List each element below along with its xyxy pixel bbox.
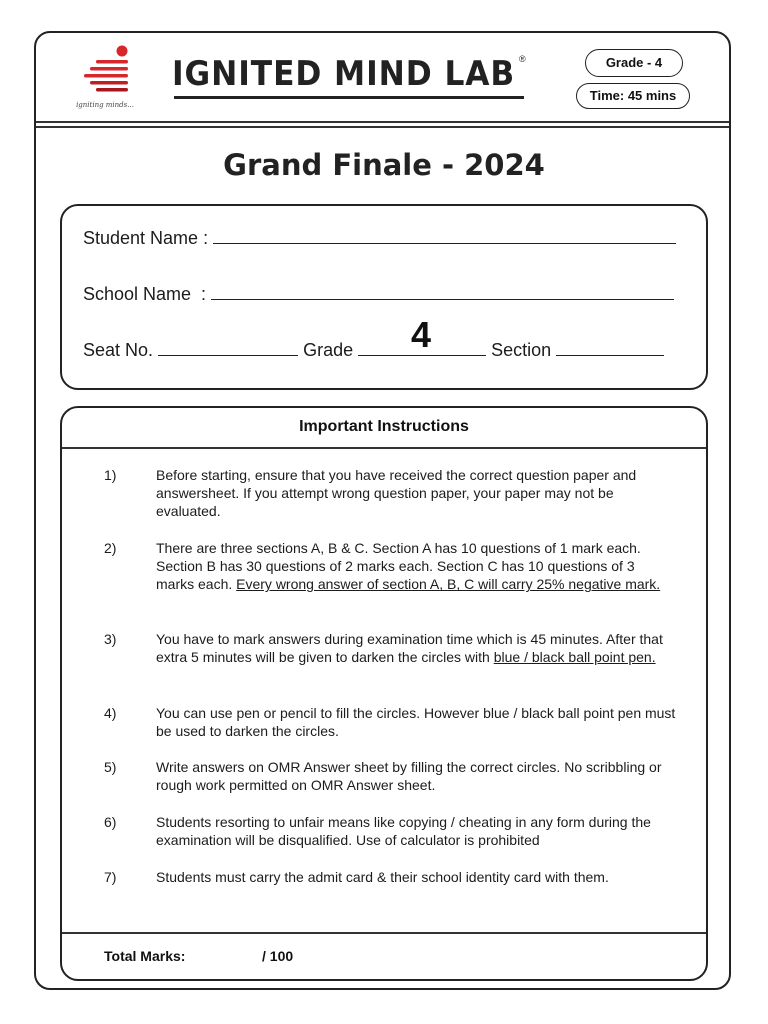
instruction-text: Students must carry the admit card & their school identity card with them. bbox=[156, 869, 609, 885]
instruction-text-plain: There are three sections A, B & C. Section A has 10 questions of 1 mark each. Section B has 30 questions of 2 marks each. Section C has 10 questions of 3 marks each. bbox=[156, 540, 641, 593]
header-divider-top bbox=[36, 121, 729, 123]
grade-value: 4 bbox=[411, 314, 432, 355]
page-title: Grand Finale - 2024 bbox=[223, 148, 545, 182]
instructions-divider bbox=[62, 447, 706, 449]
instruction-number: 1) bbox=[104, 467, 117, 483]
logo-tagline: igniting minds... bbox=[76, 101, 134, 109]
instruction-number: 4) bbox=[104, 705, 117, 721]
grade-badge: Grade - 4 bbox=[585, 49, 683, 77]
seat-grade-section-row bbox=[83, 339, 664, 361]
instruction-number: 7) bbox=[104, 869, 117, 885]
instruction-text bbox=[156, 630, 676, 666]
instruction-text-underlined: Every wrong answer of section A, B, C will carry 25% negative mark. bbox=[236, 576, 661, 593]
instruction-text: Students resorting to unfair means like copying / cheating in any form during the examination will be disqualified. Use of calculator is prohibited bbox=[156, 814, 651, 849]
student-name-label: Student Name : bbox=[83, 228, 209, 248]
instructions-heading: Important Instructions bbox=[299, 418, 469, 435]
seat-label: Seat No. bbox=[83, 340, 154, 360]
grade-label: Grade bbox=[303, 340, 354, 360]
brand-underline bbox=[174, 96, 524, 99]
brand-name: IGNITED MIND LAB bbox=[172, 54, 516, 94]
registered-mark: ® bbox=[519, 54, 526, 64]
header-divider-bottom bbox=[36, 126, 729, 128]
instruction-number: 2) bbox=[104, 540, 117, 556]
instruction-number: 3) bbox=[104, 631, 117, 647]
instruction-text bbox=[156, 539, 676, 594]
section-line[interactable] bbox=[556, 339, 664, 356]
school-name-line[interactable] bbox=[211, 283, 674, 300]
student-name-field[interactable] bbox=[83, 227, 676, 249]
time-badge: Time: 45 mins bbox=[576, 83, 690, 109]
student-name-line[interactable] bbox=[213, 227, 676, 244]
section-label: Section bbox=[491, 340, 552, 360]
total-marks-value: / 100 bbox=[262, 948, 294, 964]
seat-line[interactable] bbox=[158, 339, 298, 356]
logo-stack-icon bbox=[74, 44, 136, 100]
instruction-text: Write answers on OMR Answer sheet by filling the correct circles. No scribbling or rough work permitted on OMR Answer sheet. bbox=[156, 759, 662, 794]
instruction-text-underlined: blue / black ball point pen. bbox=[493, 649, 656, 666]
instruction-text-plain: You have to mark answers during examination time which is 45 minutes. After that extra 5 minutes will be given to darken the circles with bbox=[156, 631, 663, 666]
school-name-field[interactable] bbox=[83, 283, 674, 305]
instruction-text: Before starting, ensure that you have received the correct question paper and answersheet. If you attempt wrong question paper, your paper may not be evaluated. bbox=[156, 467, 637, 520]
brand-logo bbox=[74, 44, 136, 112]
total-marks-label: Total Marks: bbox=[104, 948, 186, 964]
footer-divider bbox=[62, 932, 706, 934]
instruction-number: 5) bbox=[104, 759, 117, 775]
instruction-number: 6) bbox=[104, 814, 117, 830]
instruction-text: You can use pen or pencil to fill the circles. However blue / black ball point pen must be used to darken the circles. bbox=[156, 705, 676, 740]
school-name-label: School Name : bbox=[83, 284, 207, 304]
